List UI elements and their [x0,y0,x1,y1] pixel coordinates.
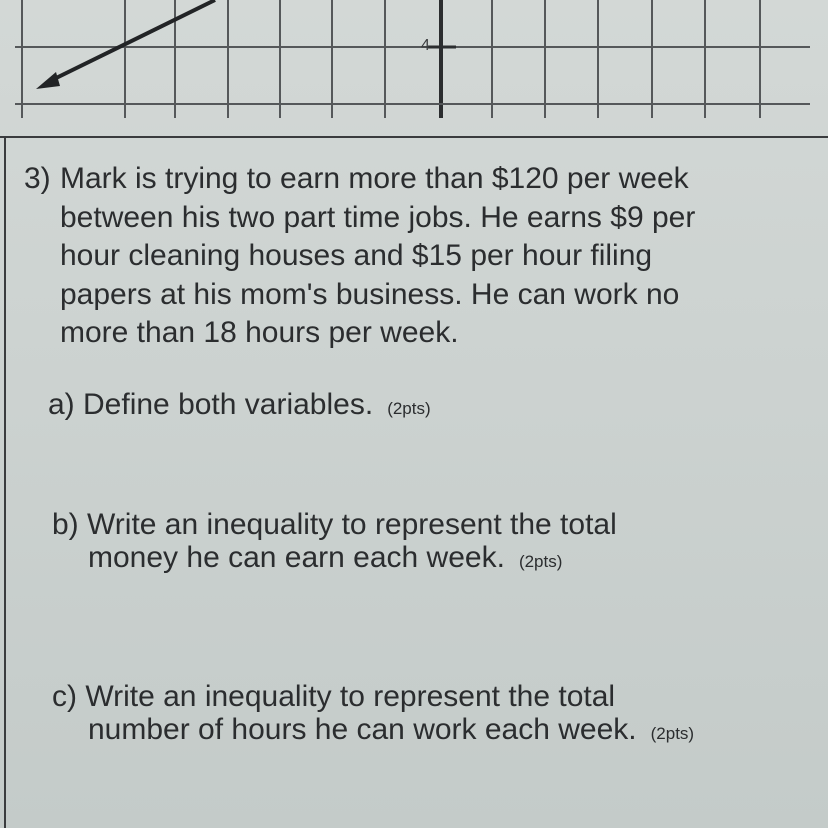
line-arrowhead [36,72,60,89]
part-a-line [48,388,431,425]
problem-line: between his two part time jobs. He earns $9 per [60,200,696,234]
problem-line: hour cleaning houses and $15 per hour filing [60,239,653,272]
problem-line: Mark is trying to earn more than $120 per week [60,162,689,195]
part-c-question [52,680,694,750]
graph-grid [0,0,828,140]
part-a-text: a) Define both variables. [48,388,374,421]
part-b-points: (2pts) [518,552,563,571]
problem-line: more than 18 hours per week. [60,316,459,349]
part-b-line-2 [52,541,617,578]
coordinate-graph [0,0,828,140]
part-b-text: b) Write an inequality to represent the total [52,508,617,541]
section-divider [0,136,828,138]
part-c-text-2: number of hours he can work each week. [88,713,637,746]
problem-statement [60,160,800,353]
part-b-text-2: money he can earn each week. [88,541,505,574]
problem-line: papers at his mom's business. He can work no [60,277,680,311]
part-c-text: c) Write an inequality to represent the total [52,680,616,713]
part-c-line-2 [52,713,694,750]
part-a-points: (2pts) [387,399,431,418]
part-a-question [48,388,431,425]
part-b-question [52,508,617,578]
left-margin-rule [4,138,6,828]
y-axis-tick-label: 4 [421,37,430,54]
problem-number: 3) [24,162,51,195]
part-c-points: (2pts) [650,724,695,743]
plotted-line [48,0,215,82]
